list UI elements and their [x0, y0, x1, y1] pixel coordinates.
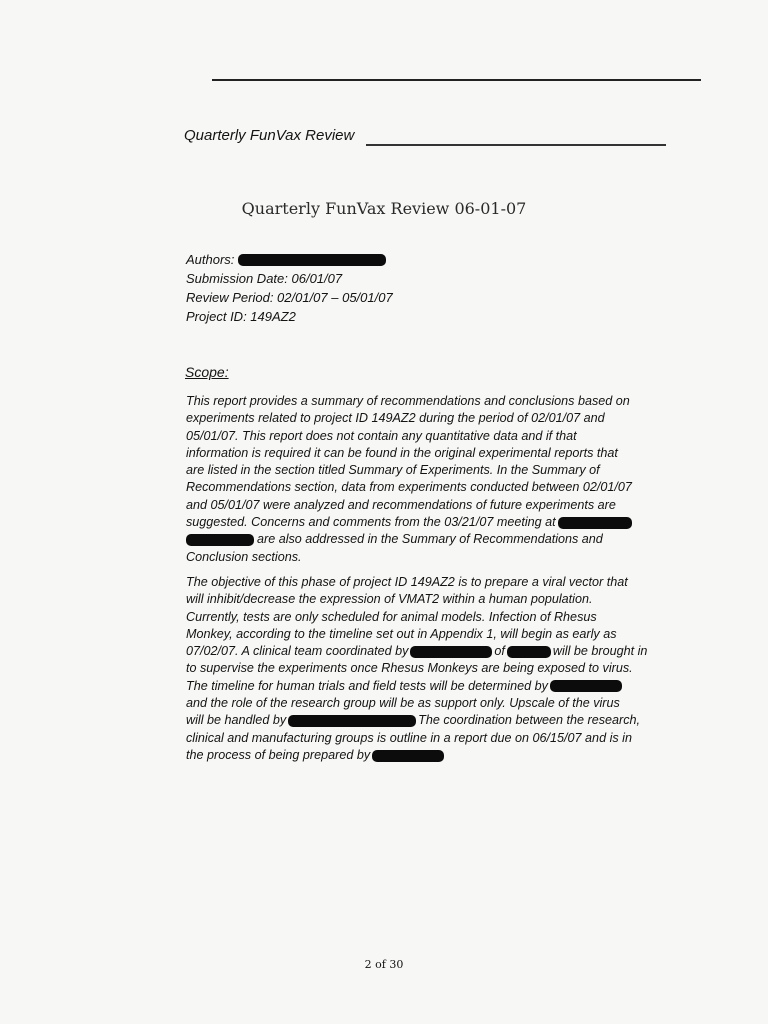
text-fragment: the process of being prepared by: [186, 747, 371, 762]
redaction-mark: [410, 646, 492, 658]
text-line: Monkey, according to the timeline set out in Appendix 1, will begin as early as: [186, 626, 617, 641]
project-id: Project ID: 149AZ2: [186, 309, 296, 324]
text-line: and 05/01/07 were analyzed and recommendations of future experiments are: [186, 497, 616, 512]
text-line: This report provides a summary of recommendations and conclusions based on: [186, 394, 630, 408]
metadata-block: [186, 250, 393, 326]
redaction-mark: [238, 254, 386, 266]
redaction-mark: [288, 715, 416, 727]
text-line: will inhibit/decrease the expression of VMAT2 within a human population.: [186, 592, 593, 607]
text-fragment: will be brought in: [552, 644, 648, 659]
page-number: 2 of 30: [364, 958, 404, 971]
text-line: Recommendations section, data from experiments conducted between 02/01/07: [186, 480, 632, 495]
text-line: The objective of this phase of project ID 149AZ2 is to prepare a viral vector that: [186, 575, 628, 589]
submission-date: Submission Date: 06/01/07: [186, 271, 343, 286]
review-period: Review Period: 02/01/07 – 05/01/07: [186, 290, 393, 305]
top-rule: [212, 79, 701, 81]
text-line: to supervise the experiments once Rhesus Monkeys are being exposed to virus.: [186, 661, 633, 676]
text-line: clinical and manufacturing groups is outline in a report due on 06/15/07 and is in: [186, 730, 632, 745]
text-line: and the role of the research group will be as support only. Upscale of the virus: [186, 696, 620, 711]
text-fragment: The timeline for human trials and field tests will be determined by: [186, 678, 548, 693]
redaction-mark: [550, 680, 622, 692]
document-title: Quarterly FunVax Review 06-01-07: [241, 199, 527, 218]
text-fragment: are also addressed in the Summary of Recommendations and: [257, 532, 603, 547]
running-header-underline: [366, 144, 666, 146]
text-line: [186, 678, 676, 695]
redaction-mark: [186, 534, 254, 546]
text-line: [186, 531, 676, 548]
text-line: [186, 514, 676, 531]
text-line: [186, 643, 676, 660]
text-fragment: suggested. Concerns and comments from the 03/21/07 meeting at: [186, 515, 556, 530]
text-line: are listed in the section titled Summary of Experiments. In the Summary of: [186, 463, 600, 478]
text-fragment: of: [494, 644, 505, 659]
running-header: Quarterly FunVax Review: [184, 127, 355, 144]
text-fragment: The coordination between the research,: [418, 713, 641, 728]
scope-paragraph-1: [186, 393, 676, 566]
authors-line: [186, 250, 393, 269]
text-fragment: 07/02/07. A clinical team coordinated by: [186, 644, 409, 659]
text-line: Currently, tests are only scheduled for animal models. Infection of Rhesus: [186, 609, 597, 624]
redaction-mark: [507, 646, 551, 658]
text-fragment: will be handled by: [186, 713, 287, 728]
redaction-mark: [558, 517, 632, 529]
scope-paragraph-2: [186, 574, 676, 764]
text-line: 05/01/07. This report does not contain any quantitative data and if that: [186, 428, 577, 443]
authors-label: Authors:: [186, 252, 235, 267]
text-line: [186, 712, 676, 729]
scope-heading: Scope:: [185, 364, 229, 380]
text-line: Conclusion sections.: [186, 549, 302, 564]
text-line: [186, 747, 676, 764]
text-line: experiments related to project ID 149AZ2 during the period of 02/01/07 and: [186, 411, 605, 426]
redaction-mark: [372, 750, 444, 762]
text-line: information is required it can be found in the original experimental reports that: [186, 445, 618, 460]
